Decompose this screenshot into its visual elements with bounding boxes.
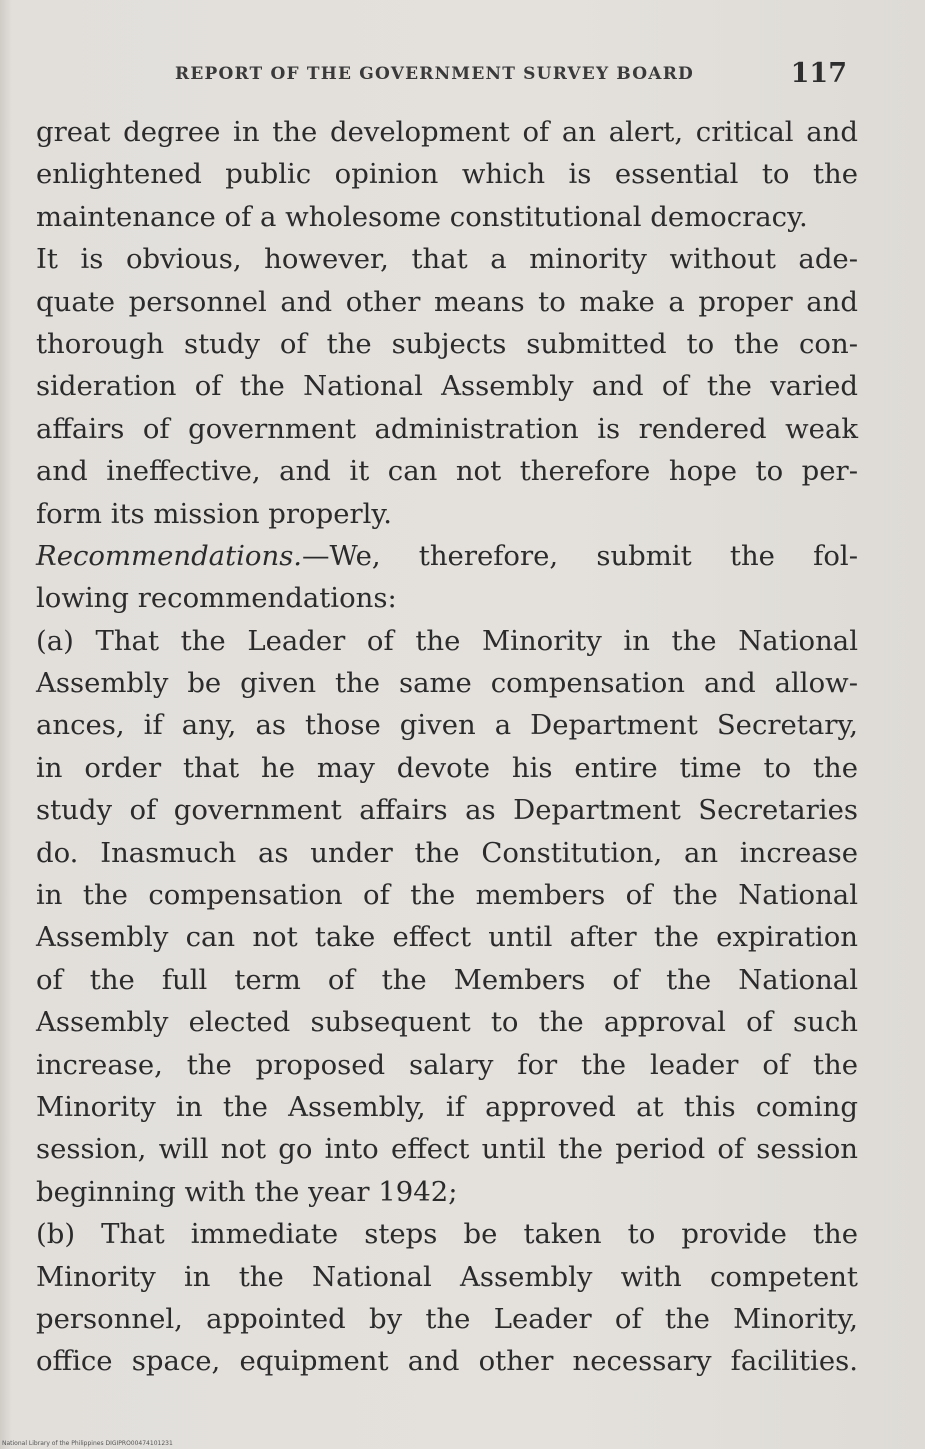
text-line: Minority in the Assembly, if approved at this coming [36,1090,858,1123]
page-header [175,60,855,90]
body-text [36,111,858,1383]
text-fragment: That the Leader of the Minority in the National [73,624,858,657]
text-line: increase, the proposed salary for the leader of the [36,1048,858,1081]
text-line: enlightened public opinion which is essential to the [36,158,858,191]
text-line: in the compensation of the members of the National [36,879,858,912]
page-number: 117 [790,58,847,89]
text-line: office space, equipment and other necessary facilities. [36,1345,858,1378]
text-line: thorough study of the subjects submitted to the con- [36,327,858,360]
text-line [36,535,858,577]
recommendations-heading: Recommendations. [36,539,303,572]
text-line: Assembly be given the same compensation and allow- [36,667,858,700]
text-line: quate personnel and other means to make a proper and [36,285,858,318]
text-line [36,620,858,662]
text-line: great degree in the development of an alert, critical and [36,116,858,148]
text-line: Assembly elected subsequent to the approval of such [36,1006,858,1039]
text-line: sideration of the National Assembly and of the varied [36,370,858,403]
text-line: personnel, appointed by the Leader of the Minority, [36,1302,858,1335]
text-line: of the full term of the Members of the National [36,963,858,996]
text-line: Minority in the National Assembly with competent [36,1260,858,1293]
text-line: and ineffective, and it can not therefore hope to per- [36,455,858,488]
text-line: session, will not go into effect until the period of session [36,1133,858,1166]
text-line: affairs of government administration is rendered weak [36,412,858,445]
text-line: lowing recommendations: [36,582,397,615]
digitization-credit: National Library of the Philippines DIGIPRO00474101231 [2,1440,173,1447]
running-head: REPORT OF THE GOVERNMENT SURVEY BOARD [175,64,694,84]
text-line: Assembly can not take effect until after the expiration [36,921,858,954]
text-line: It is obvious, however, that a minority without ade- [36,243,858,276]
text-line: ances, if any, as those given a Department Secretary, [36,709,858,742]
text-line: do. Inasmuch as under the Constitution, an increase [36,836,858,869]
text-line [36,1213,858,1255]
text-fragment: That immediate steps be taken to provide the [75,1218,858,1251]
text-fragment: —We, therefore, submit the fol- [302,539,858,572]
item-label-b: (b) [36,1218,76,1251]
text-line: beginning with the year 1942; [36,1175,458,1208]
text-line: study of government affairs as Department Secretaries [36,794,858,827]
text-line: maintenance of a wholesome constitutional democracy. [36,200,808,233]
text-line: form its mission properly. [36,497,393,530]
text-line: in order that he may devote his entire time to the [36,751,858,784]
item-label-a: (a) [36,624,74,657]
